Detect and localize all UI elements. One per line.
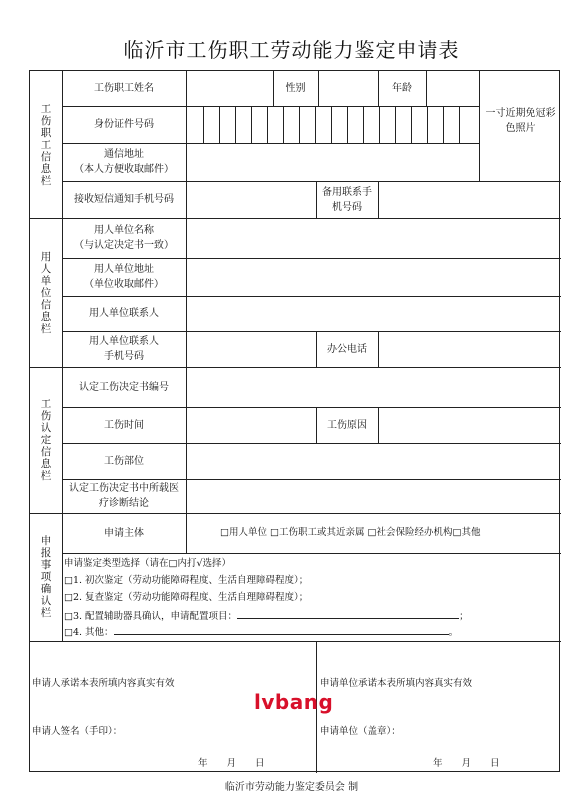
section-application-text: 申报事项确认栏 [40, 535, 52, 619]
employer-name-text: 用人单位名称 [94, 225, 154, 236]
employer-contact-phone-label [62, 331, 186, 367]
contact-phone-text2: 手机号码 [104, 351, 144, 362]
divider [62, 553, 561, 554]
address-label-text: 通信地址 [104, 149, 144, 160]
photo-label-text: 一寸近期免冠彩色照片 [485, 108, 556, 134]
id-box-divider [315, 106, 316, 143]
diagnosis-label [62, 479, 186, 513]
applicant-promise: 申请人承诺本表所填内容真实有效 [32, 678, 175, 689]
id-box-divider [299, 106, 300, 143]
employer-name-label [62, 218, 186, 258]
id-box-divider [331, 106, 332, 143]
section-label-employer [30, 218, 62, 367]
type-3-text: □3. 配置辅助器具确认，申请配置项目： [64, 611, 238, 622]
type-option-other[interactable] [64, 624, 458, 640]
decision-number-label: 认定工伤决定书编号 [79, 381, 169, 393]
id-box-divider [203, 106, 204, 143]
gender-label: 性别 [285, 83, 306, 94]
id-box-divider [347, 106, 348, 143]
divider [30, 641, 561, 642]
type-option-review[interactable]: □2. 复查鉴定（劳动功能障碍程度、生活自理障碍程度）； [64, 592, 309, 603]
divider [186, 513, 187, 553]
backup-phone-text: 备用联系手机号码 [322, 186, 372, 213]
type-option-initial[interactable]: □1. 初次鉴定（劳动功能障碍程度、生活自理障碍程度）； [64, 575, 309, 586]
id-box-divider [395, 106, 396, 143]
section-worker-text: 工伤职工信息栏 [40, 102, 52, 187]
divider [318, 71, 319, 106]
id-box-divider [443, 106, 444, 143]
id-box-divider [267, 106, 268, 143]
footer: 临沂市劳动能力鉴定委员会 制 [224, 782, 359, 793]
section-injury-text: 工伤认定信息栏 [40, 398, 52, 482]
applicant-date[interactable]: 年 月 日 [198, 758, 265, 769]
device-items-line[interactable] [237, 608, 459, 619]
id-box-divider [411, 106, 412, 143]
unit-date[interactable]: 年 月 日 [433, 758, 500, 769]
employer-address-text: 用人单位地址 [94, 264, 154, 275]
type-intro: 申请鉴定类型选择（请在□内打√选择） [64, 558, 232, 569]
id-box-divider [219, 106, 220, 143]
employer-address-note: （单位收取邮件） [84, 279, 164, 290]
section-label-worker [30, 71, 62, 218]
divider [378, 331, 379, 367]
type-3-end: ； [459, 611, 469, 622]
watermark: lvbang [254, 690, 334, 714]
applicant-signature[interactable]: 申请人签名（手印）： [32, 726, 123, 737]
application-form [29, 70, 560, 772]
worker-name-label: 工伤职工姓名 [94, 83, 154, 94]
divider [378, 407, 379, 443]
divider [426, 71, 427, 106]
form-title: 临沂市工伤职工劳动能力鉴定申请表 [123, 38, 460, 62]
injury-part-label: 工伤部位 [104, 455, 144, 467]
section-employer-text: 用人单位信息栏 [40, 250, 52, 335]
age-label: 年龄 [392, 83, 412, 94]
sms-phone-label: 接收短信通知手机号码 [74, 194, 174, 205]
id-number-label: 身份证件号码 [94, 119, 154, 130]
section-label-application [30, 513, 62, 641]
id-box-divider [427, 106, 428, 143]
injury-time-label: 工伤时间 [104, 419, 144, 431]
id-box-divider [251, 106, 252, 143]
employer-address-label [62, 258, 186, 296]
address-note: （本人方便收取邮件） [74, 164, 174, 175]
type-option-device[interactable] [64, 608, 469, 624]
id-box-divider [379, 106, 380, 143]
id-box-divider [283, 106, 284, 143]
type-4-text: □4. 其他： [64, 627, 114, 638]
office-phone-label: 办公电话 [327, 343, 367, 355]
contact-phone-text: 用人单位联系人 [89, 336, 159, 347]
diagnosis-text: 认定工伤决定书中所载医疗诊断结论 [69, 483, 179, 509]
id-box-divider [235, 106, 236, 143]
employer-contact-label: 用人单位联系人 [89, 308, 159, 319]
backup-phone-label [316, 181, 378, 218]
address-label [62, 143, 186, 181]
injury-cause-label: 工伤原因 [327, 419, 367, 431]
photo-label [480, 101, 561, 141]
subject-options[interactable]: □用人单位 □工伤职工或其近亲属 □社会保险经办机构□其他 [220, 527, 481, 538]
unit-promise: 申请单位承诺本表所填内容真实有效 [320, 678, 473, 689]
id-box-divider [459, 106, 460, 143]
id-box-divider [363, 106, 364, 143]
divider [378, 181, 379, 218]
unit-seal[interactable]: 申请单位（盖章）： [320, 726, 401, 737]
other-line[interactable] [114, 624, 449, 635]
subject-label: 申请主体 [104, 527, 144, 539]
type-4-end: 。 [448, 627, 459, 638]
divider [186, 71, 187, 553]
section-label-injury [30, 367, 62, 513]
employer-name-note: （与认定决定书一致） [74, 240, 174, 251]
